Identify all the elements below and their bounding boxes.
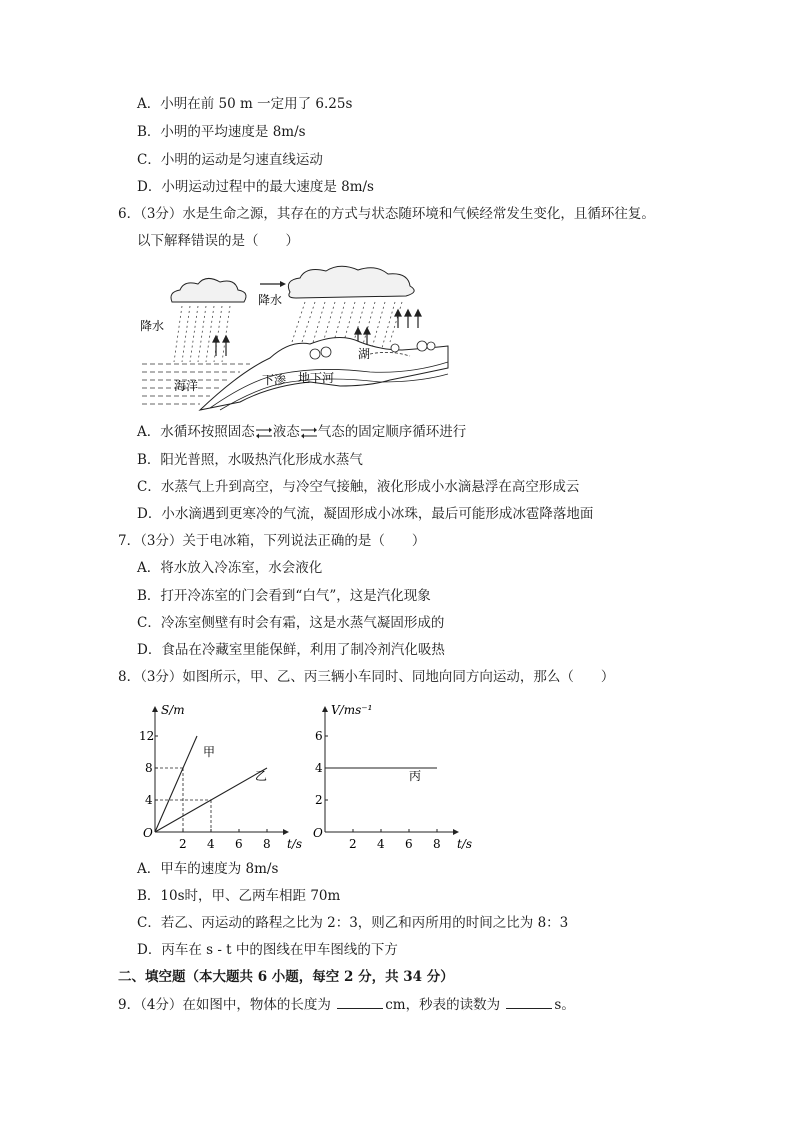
q6-option-a: A．水循环按照固态 液态 气态的固定顺序循环进行 xyxy=(137,424,467,440)
label-ocean: 海洋 xyxy=(174,379,199,393)
x-axis-arrow xyxy=(453,829,459,835)
y-tick-label: 4 xyxy=(145,793,153,807)
q5-option-a: A．小明在前 50 m 一定用了 6.25s xyxy=(137,96,353,112)
label-seep: 下渗 xyxy=(262,373,287,387)
section-title: 二、填空题（本大题共 6 小题，每空 2 分，共 34 分） xyxy=(118,969,454,985)
series-label: 甲 xyxy=(203,745,216,759)
cloud-left xyxy=(171,278,246,302)
x-axis-arrow xyxy=(283,829,289,835)
series-label: 乙 xyxy=(255,769,268,783)
q8-option-a: A．甲车的速度为 8m/s xyxy=(137,861,279,877)
y-tick-label: 12 xyxy=(139,729,155,743)
q7-option-a: A．将水放入冷冻室，水会液化 xyxy=(137,560,323,576)
q6-stem: 6．（3分）水是生命之源，其存在的方式与状态随环境和气候经常发生变化，且循环往复。 xyxy=(118,206,655,222)
y-tick-label: 6 xyxy=(315,729,323,743)
q8-option-b: B．10s时，甲、乙两车相距 70m xyxy=(137,888,341,904)
series-line xyxy=(155,736,197,832)
water-cycle-figure xyxy=(140,262,450,412)
q6-option-c: C．水蒸气上升到高空，与冷空气接触，液化形成小水滴悬浮在高空形成云 xyxy=(137,479,580,495)
x-axis-label: t/s xyxy=(287,837,303,851)
answer-blank-stopwatch[interactable] xyxy=(506,996,552,1009)
y-axis-label: V/ms⁻¹ xyxy=(331,703,373,717)
q6-stem-continued: 以下解释错误的是（ ） xyxy=(137,233,299,249)
x-tick-label: 2 xyxy=(349,837,357,851)
label-lake: 湖 xyxy=(358,347,371,361)
q8-stem: 8．（3分）如图所示，甲、乙、丙三辆小车同时、同地向同方向运动，那么（ ） xyxy=(118,669,615,685)
q6-option-d: D．小水滴遇到更寒冷的气流，凝固形成小冰珠，最后可能形成冰雹降落地面 xyxy=(137,506,594,522)
label-rain-left: 降水 xyxy=(140,319,165,333)
label-rain-top: 降水 xyxy=(258,293,283,307)
q7-stem: 7．（3分）关于电冰箱，下列说法正确的是（ ） xyxy=(118,533,426,549)
cloud-top xyxy=(288,266,414,298)
q8-option-d: D．丙车在 s - t 中的图线在甲车图线的下方 xyxy=(137,942,398,958)
q5-option-d: D．小明运动过程中的最大速度是 8m/s xyxy=(137,179,374,195)
origin-label: O xyxy=(313,826,323,840)
y-axis-label: S/m xyxy=(161,703,185,717)
q7-option-b: B．打开冷冻室的门会看到“白气”，这是汽化现象 xyxy=(137,588,431,604)
q7-option-c: C．冷冻室侧壁有时会有霜，这是水蒸气凝固形成的 xyxy=(137,615,445,631)
double-arrow-icon xyxy=(300,427,318,439)
series-label: 丙 xyxy=(409,769,422,783)
q9-stem: 9．（4分）在如图中，物体的长度为 cm，秒表的读数为 s。 xyxy=(118,997,575,1013)
x-tick-label: 8 xyxy=(263,837,271,851)
y-tick-label: 4 xyxy=(315,761,323,775)
q7-option-d: D．食品在冷藏室里能保鲜，利用了制冷剂汽化吸热 xyxy=(137,642,445,658)
q6-option-b: B．阳光普照，水吸热汽化形成水蒸气 xyxy=(137,452,363,468)
label-underground-river: 地下河 xyxy=(298,371,335,385)
x-tick-label: 6 xyxy=(235,837,243,851)
x-tick-label: 2 xyxy=(179,837,187,851)
y-tick-label: 2 xyxy=(315,793,323,807)
q5-option-b: B．小明的平均速度是 8m/s xyxy=(137,124,306,140)
x-tick-label: 8 xyxy=(433,837,441,851)
origin-label: O xyxy=(143,826,153,840)
x-axis-label: t/s xyxy=(457,837,473,851)
chart-st xyxy=(135,695,305,855)
y-axis-arrow xyxy=(152,706,158,712)
double-arrow-icon xyxy=(255,427,273,439)
y-tick-label: 8 xyxy=(145,761,153,775)
y-axis-arrow xyxy=(322,706,328,712)
x-tick-label: 4 xyxy=(207,837,215,851)
q8-option-c: C．若乙、丙运动的路程之比为 2：3，则乙和丙所用的时间之比为 8：3 xyxy=(137,915,569,931)
answer-blank-length[interactable] xyxy=(337,996,383,1009)
q5-option-c: C．小明的运动是匀速直线运动 xyxy=(137,152,323,168)
chart-vt xyxy=(305,695,475,855)
x-tick-label: 6 xyxy=(405,837,413,851)
x-tick-label: 4 xyxy=(377,837,385,851)
